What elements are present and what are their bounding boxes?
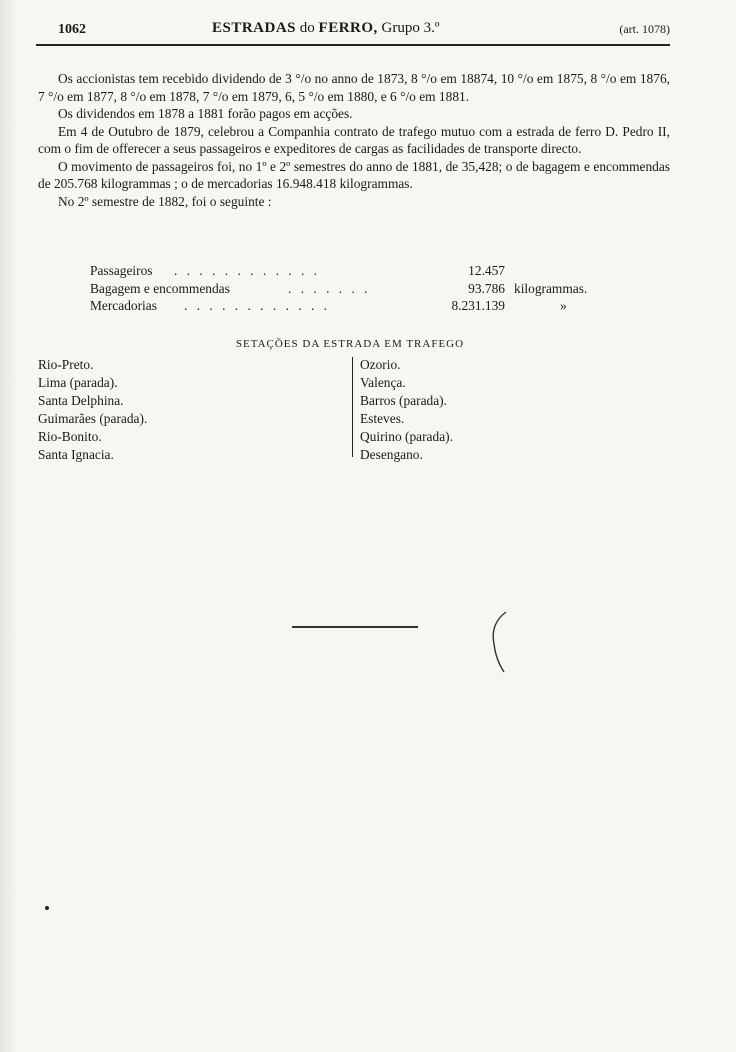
running-title-de: do [299,20,315,36]
row-label: Mercadorias [90,298,157,313]
body-text [38,70,670,210]
list-item: Barros (parada). [360,393,447,408]
ink-dot [45,906,49,910]
row-value: 8.231.139 [451,298,505,313]
header-rule [36,44,670,46]
row-unit: » [560,298,567,313]
row-unit: kilogrammas. [514,280,588,296]
paragraph-1882: No 2º semestre de 1882, foi o seguinte : [58,193,272,209]
table-row [90,280,630,298]
table-row [90,297,630,315]
list-item: Santa Delphina. [38,393,124,408]
movement-table [90,262,630,315]
list-item: Lima (parada). [38,375,118,390]
row-label: Bagagem e encommendas [90,280,230,296]
list-item: Ozorio. [360,357,401,372]
running-title-main: ESTRADAS [212,20,297,36]
running-title-ferro: FERRO, [318,20,378,36]
list-item: Rio-Preto. [38,357,94,372]
list-item: Guimarães (parada). [38,411,148,426]
stations-heading: SETAÇÕES DA ESTRADA EM TRAFEGO [235,338,465,350]
stations-left-column [38,356,147,464]
paragraph-shares: Os dividendos em 1878 a 1881 forão pagos em acções. [58,106,353,121]
page-number: 1062 [58,22,86,37]
list-item: Santa Ignacia. [38,447,114,462]
leader-dots: . . . . . . . . . . . . [174,263,320,278]
list-item: Quirino (parada). [360,429,453,444]
paragraph-contract: Em 4 de Outubro de 1879, celebrou a Companhia contrato de trafego mutuo com a estrada de ferro D. Pedro II, com o fim de offerecer a seus passageiros e expeditores de cargas as facilidades de transporte directo. [38,123,670,156]
page-edge-stain [0,0,18,1052]
section-end-rule [292,626,418,628]
running-title-group: Grupo 3.º [381,20,440,36]
list-item: Desengano. [360,447,423,462]
column-divider [352,357,353,457]
paragraph-movement: O movimento de passageiros foi, no 1º e 2º semestres do anno de 1881, de 35,428; o de bagagem e encommendas de 205.768 kilogrammas ; o de mercadorias 16.948.418 kilogrammas. [38,158,670,191]
row-value: 93.786 [468,280,505,296]
paragraph-dividends: Os accionistas tem recebido dividendo de 3 °/o no anno de 1873, 8 °/o em 18874, 10 °/o em 1875, 8 °/o em 1876, 7 °/o em 1877, 8 °/o em 1878, 7 °/o em 1879, 6, 5 °/o em 1880, e 6 °/o em 1881. [38,71,670,104]
row-value: 12.457 [468,263,505,278]
article-reference: (art. 1078) [619,22,670,36]
running-title [212,20,440,37]
running-header [40,20,670,42]
list-item: Valença. [360,375,406,390]
bracket-mark [486,610,510,674]
leader-dots: . . . . . . . [288,280,371,296]
leader-dots: . . . . . . . . . . . . [184,298,330,313]
list-item: Esteves. [360,411,405,426]
stations-right-column [360,356,453,464]
table-row [90,262,630,280]
list-item: Rio-Bonito. [38,429,102,444]
row-label: Passageiros [90,263,153,278]
